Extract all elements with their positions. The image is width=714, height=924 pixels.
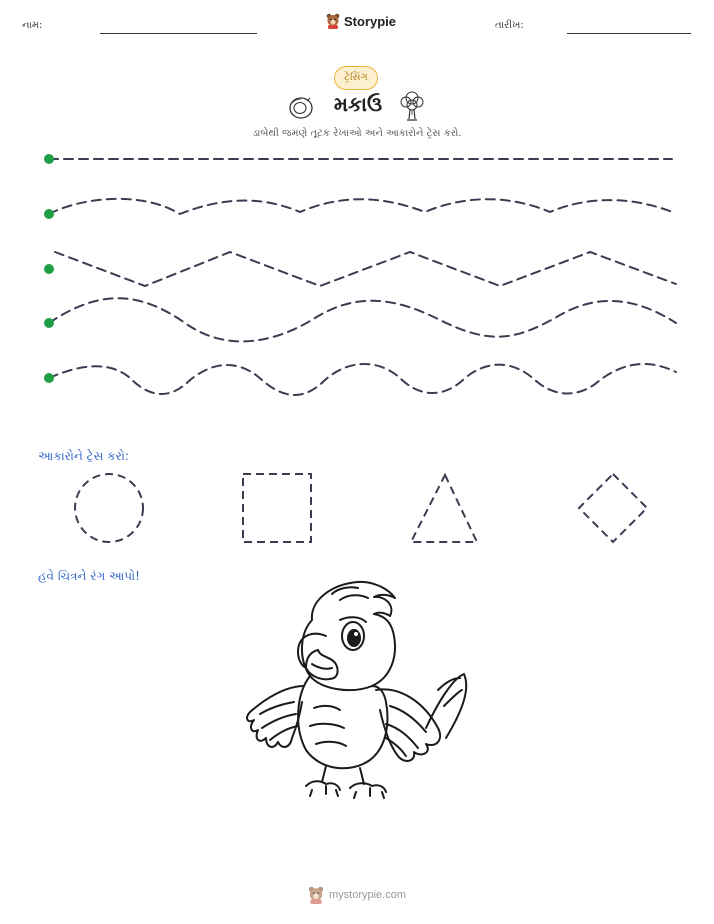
trace-circle[interactable] [75,474,143,542]
bear-logo-icon [326,13,340,29]
name-label: નામ: [22,20,43,31]
trace-square[interactable] [243,474,311,542]
start-dot [44,154,54,164]
macaw-parrot-illustration [240,578,475,808]
tracing-line-zigzag[interactable] [55,252,676,286]
start-dot [44,318,54,328]
bear-logo-icon [308,886,324,904]
trace-diamond[interactable] [579,474,647,542]
tracing-line-wave[interactable] [49,298,676,341]
name-field-line[interactable] [100,33,257,34]
footer-site-link[interactable]: mystorypie.com [329,889,407,901]
start-dot [44,264,54,274]
shapes-area [0,465,714,555]
date-label: તારીખ: [495,20,524,31]
shapes-section-label: આકારોને ટ્રેસ કરો: [38,449,129,463]
tracing-lines-area [0,140,714,410]
date-field-line[interactable] [567,33,691,34]
trace-triangle[interactable] [411,475,477,542]
tracing-line-gentle-wave[interactable] [49,199,675,214]
brand-logo [326,13,396,29]
start-dot [44,209,54,219]
page-title: મકાઉ [333,92,383,116]
tracing-line-deep-wave[interactable] [49,364,676,395]
tracing-badge: ટ્રેસિંગ [334,66,378,90]
footer [308,886,406,904]
coconut-icon [287,94,315,122]
start-dot [44,373,54,383]
tree-icon [397,89,427,122]
coloring-section-label: હવે ચિત્રને રંગ આપો! [38,569,140,583]
instruction-text: ડાબેથી જમણે તૂટક રેખાઓ અને આકારોને ટ્રેસ કરો. [252,128,462,139]
brand-name: Storypie [344,13,397,29]
